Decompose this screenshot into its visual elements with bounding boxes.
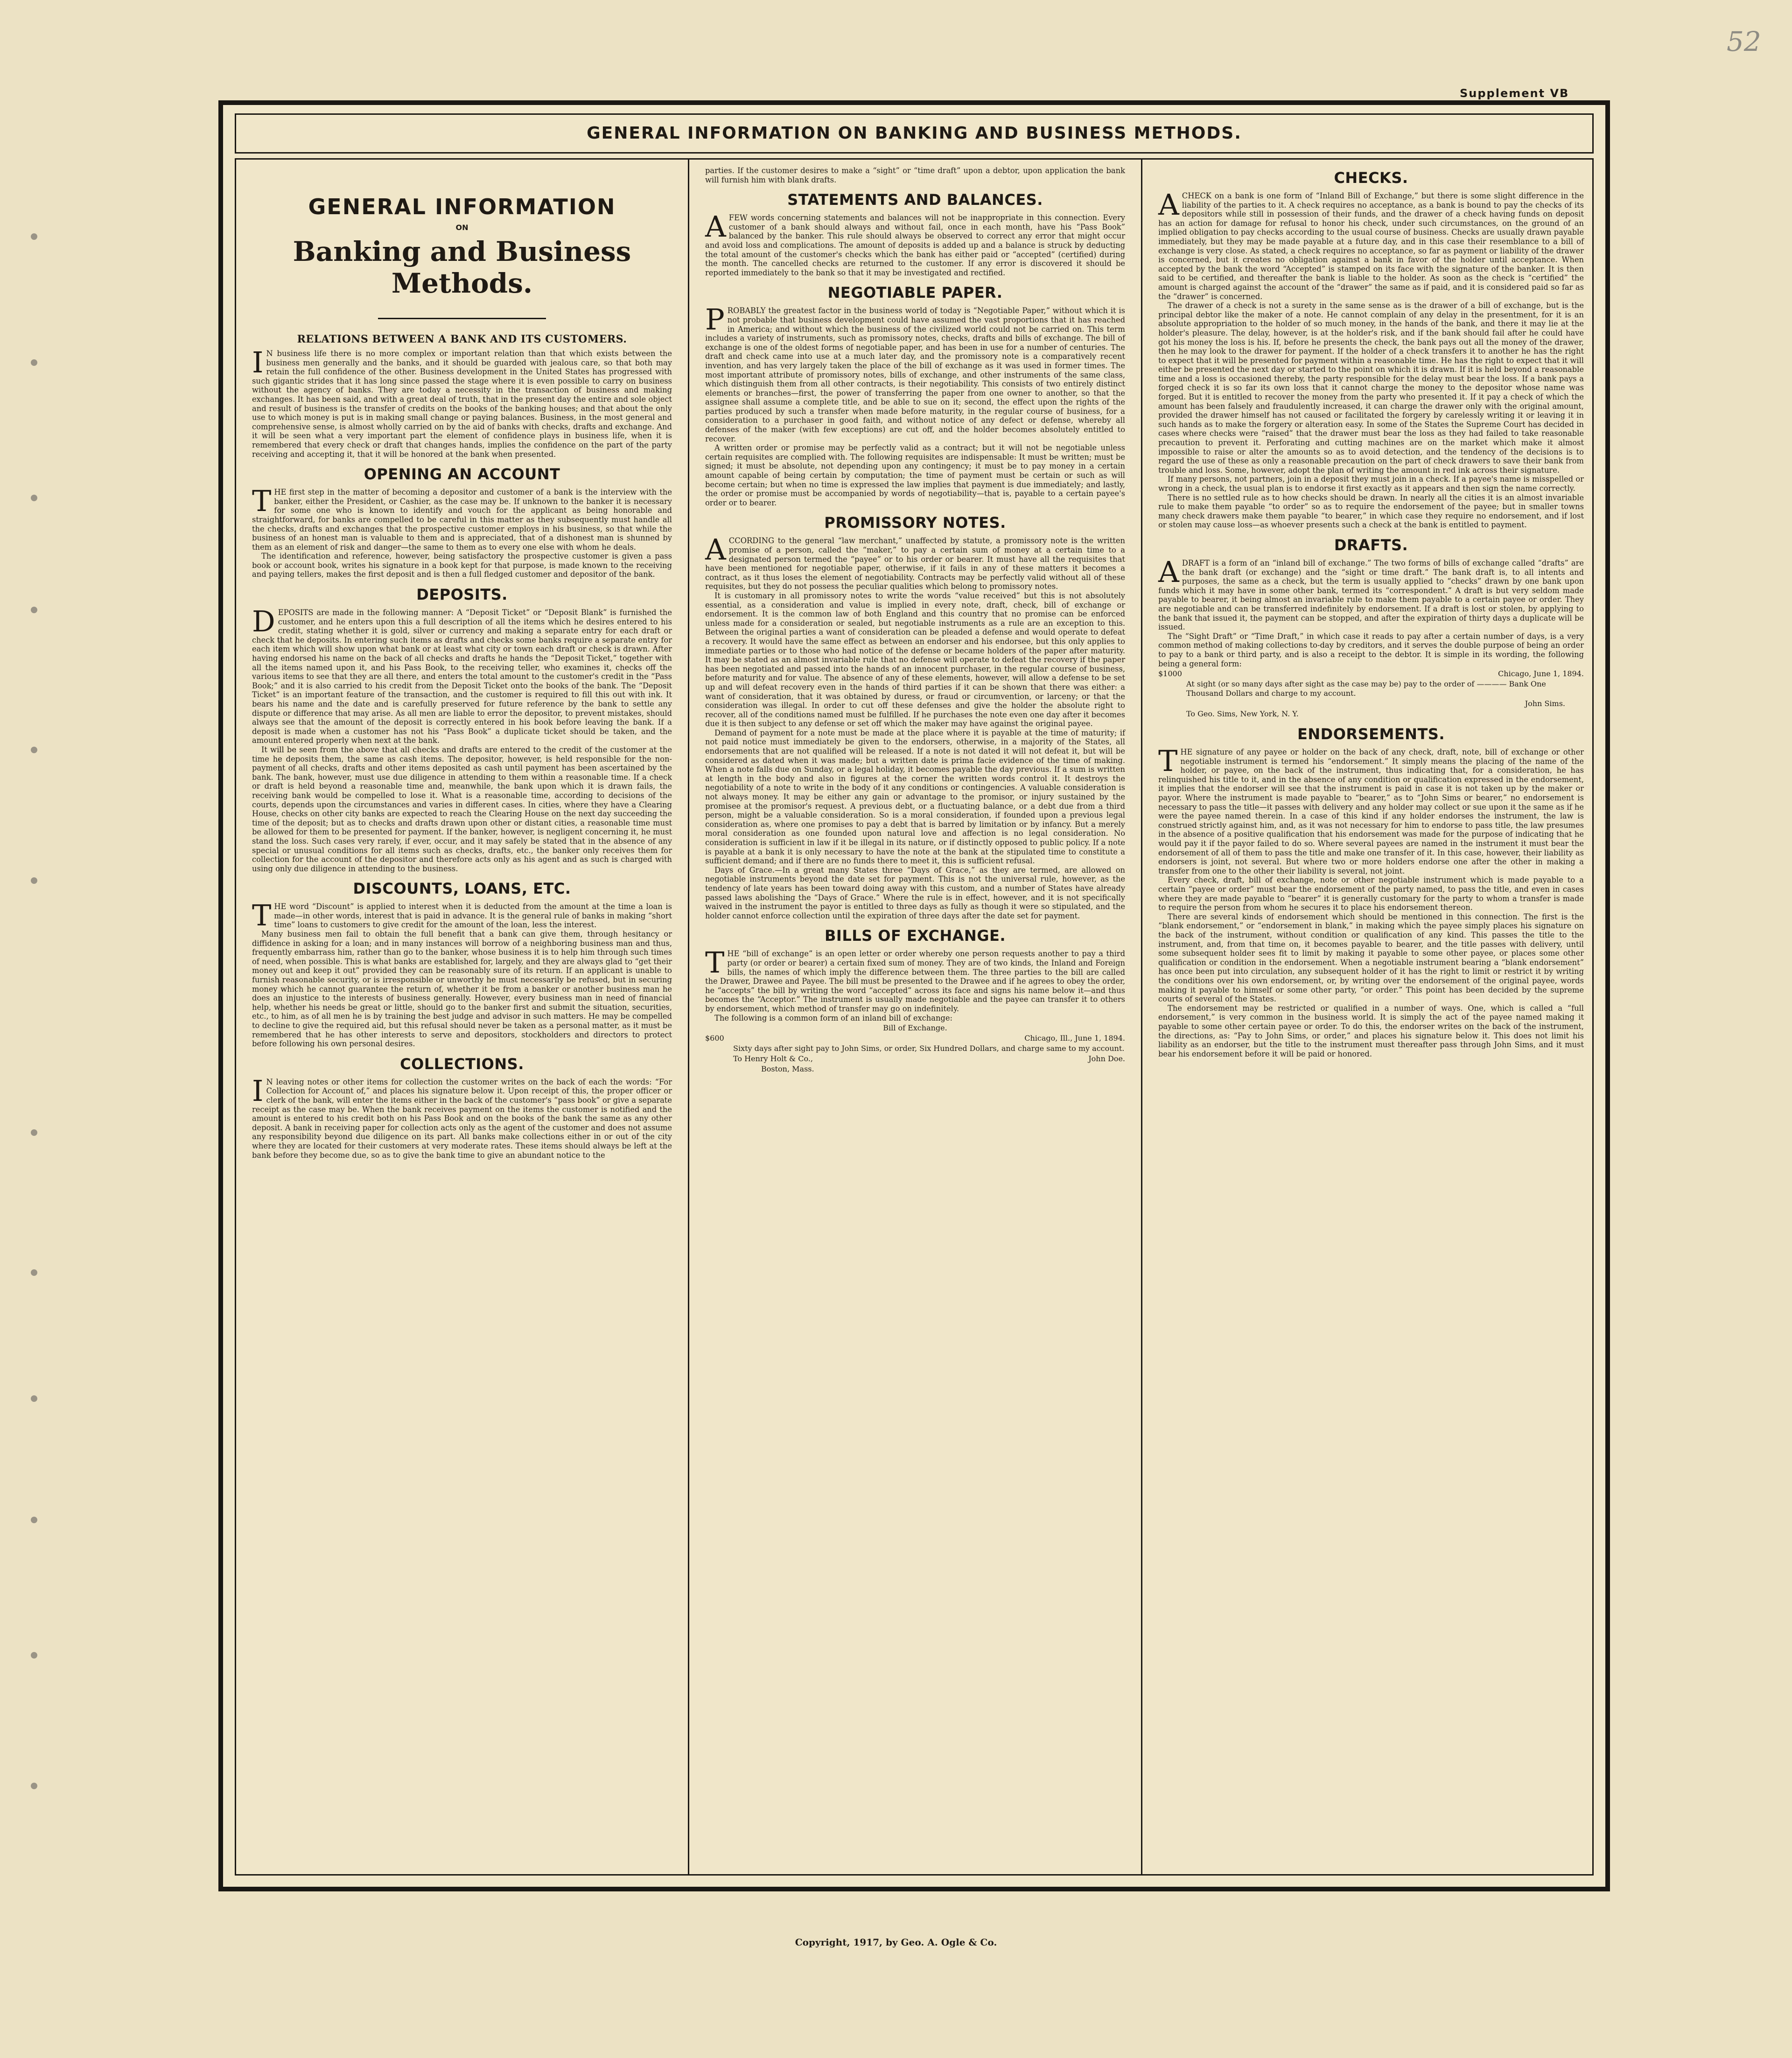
document-frame [218,100,1610,1891]
page-number: 52 [1727,26,1761,57]
section-text: THE “bill of exchange” is an open letter or order whereby one person requests another to pay a third party (or order or bearer) a certain fixed sum of money. They are of two kinds, the Inland and Foreign bills, the names of which imply the difference between them. The three parties to the bill are called the Drawer, Drawee and Payee. The bill must be presented to the Drawee and if he agrees to obey the order, he “accepts” the bill by writing the word “accepted” across its face and signs his name below it—and thus becomes the “Acceptor.” The instrument is usually made negotiable and the payee can transfer it to others by endorsement, which method of transfer may go on indefinitely. [705,945,1125,1013]
section-text: PROBABLY the greatest factor in the business world of today is “Negotiable Paper,” without which it is not probable that business development could have assumed the vast proportions that it has reached in America; and without which the business of the civilized world could not be carried on. This term includes a variety of instruments, such as promissory notes, checks, drafts and bills of exchange. The bill of exchange is one of the oldest forms of negotiable paper, and has been in use for a number of centuries. The draft and check came into use at a much later day, and the promissory note is a comparatively recent invention, and has very largely taken the place of the bill of exchange as it was used in former times. The most important attribute of promissory notes, bills of exchange, and other instruments of the same class, which distinguish them from all other contracts, is their negotiability. This consists of two entirely distinct elements or branches—first, the power of transferring the paper from one owner to another, so that the assignee shall assume a complete title, and be able to sue on it; second, the effect upon the rights of the parties produced by such a transfer when made before maturity, in the regular course of business, for a consideration to a purchaser in good faith, and without notice of any defect or defense, whereby all defenses of the maker (with few exceptions) are cut off, and the holder becomes absolutely entitled to recover. [705,302,1125,443]
binding-hole [31,877,37,884]
section-heading-drafts: DRAFTS. [1334,536,1408,554]
section-text: The endorsement may be restricted or qualified in a number of ways. One, which is called a “full endorsement,” is very common in the business world. It is simply the act of the payee named making it payable to some other certain payee or order. To do this, the endorser writes on the back of the instrument, the directions, as: “Pay to John Sims, or order,” and places his signature below it. This does not limit his liability as an endorser, but the title to the instrument must thereafter pass through John Sims, and it must bear his endorsement before it will be paid or honored. [1158,1003,1584,1058]
form-addressee: To Geo. Sims, New York, N. Y. [1186,709,1299,719]
section-text: I N business life there is no more complex or important relation than that which exists between the business men generally and the banks, and it should be guarded with jealous care, so that both may retain the full confidence of the other. Business development in the United States has progressed with such gigantic strides that it has long since passed the stage where it is even possible to carry on business without the agency of banks. They are today a necessity in the transaction of business and making exchanges. It has been said, and with a great deal of truth, that in the present day the entire and sole object and result of business is the transfer of credits on the books of the banking houses; and that about the only use to which money is put is in making small change or paying balances. Business, in the most general and comprehensive sense, is almost wholly carried on by the aid of banks with checks, drafts and exchange. And it will be seen what a very important part the element of confidence plays in business life, when it is remembered that every check or draft that changes hands, implies the confidence on the part of the party receiving and accepting it, that it will be honored at the bank when presented. [252,345,672,459]
section-text: It is customary in all promissory notes to write the words “value received” but this is not absolutely essential, as a consideration and value is implied in every note, draft, check, bill of exchange or endorsement. It is the common law of both England and this country that no promise can be enforced unless made for a consideration or sealed, but negotiable instruments as a rule are an exception to this. Between the original parties a want of consideration can be pleaded a defense and would operate to defeat a recovery. It would have the same effect as between an endorser and his endorsee, but this only applies to immediate parties or to those who had notice of the defense or became holders of the paper after maturity. It may be stated as an almost invariable rule that no defense will operate to defeat the recovery if the paper has been negotiated and passed into the hands of an innocent purchaser, in the regular course of business, before maturity and for value. The absence of any of these elements, however, will allow a defense to be set up and will defeat recovery even in the hands of third parties if it can be shown that there was either: a want of consideration, that it was obtained by duress, or fraud or circumvention, or larceny; or that the consideration was illegal. In order to cut off these defenses and give the holder the absolute right to recover, all of the conditions named must be fulfilled. If he purchases the note even one day after it becomes due it is then subject to any defense or set off which the maker may have against the original payee. [705,591,1125,728]
form-body: At sight (or so many days after sight as the case may be) pay to the order of ———— Bank One Thousand Dollars and charge to my account. [1186,679,1546,698]
drop-cap: P [705,302,725,337]
section-text: The drawer of a check is not a surety in the same sense as is the drawer of a bill of exchange, but is the principal debtor like the maker of a note. He cannot complain of any delay in the presentment, for it is an absolute appropriation to the holder of so much money, in the hands of the bank, and there it may lie at the holder's pleasure. The delay, however, is at the holder's risk, and if the bank should fail after he could have got his money the loss is his. If, before he presents the check, the bank pays out all the money of the drawer, then he may look to the drawer for payment. If the holder of a check transfers it to another he has the right to expect that it will be presented for payment within a reasonable time. He has the right to expect that it will either be presented the next day or started to the point on which it is drawn. If it is held beyond a reasonable time and a loss is occasioned thereby, the party responsible for the delay must bear the loss. If a bank pays a forged check it is so far its own loss that it cannot charge the money to the depositor whose name was forged. But it is entitled to recover the money from the party who presented it. If it pay a check of which the amount has been falsely and fraudulently increased, it can charge the drawer only with the original amount, provided the drawer himself has not caused or facilitated the forgery by carelessly writing it or leaving it in such hands as to make the forgery or alteration easy. In some of the States the Supreme Court has decided in cases where checks were “raised” that the drawer must bear the loss as they had failed to take reasonable precaution to prevent it. Perforating and cutting machines are on the market which make it almost impossible to raise or alter the amounts so as to avoid detection, and the tendency of the decisions is to regard the use of these as only a reasonable precaution on the part of check drawers to save their bank from trouble and loss. Some, however, adopt the plan of writing the amount in red ink across their signature. [1158,301,1584,475]
form-city: Boston, Mass. [761,1064,814,1074]
section-text: Days of Grace.—In a great many States three “Days of Grace,” as they are termed, are allowed on negotiable instruments beyond the date set for payment. This is not the universal rule, however, as the tendency of late years has been toward doing away with this custom, and a number of States have already passed laws abolishing the “Days of Grace.” Where the rule is in effect, however, and it is not specifically waived in the instrument the payor is entitled to three days as fully as though it were so stipulated, and the holder cannot enforce collection until the expiration of three days after the date set for payment. [705,865,1125,920]
form-addressee: To Henry Holt & Co., [733,1054,813,1064]
title-block [252,166,672,319]
section-text: parties. If the customer desires to make a “sight” or “time draft” upon a debtor, upon application the bank will furnish him with blank drafts. [705,166,1125,184]
section-text: ADRAFT is a form of an “inland bill of exchange.” The two forms of bills of exchange called “drafts” are the bank draft (or exchange) and the “sight or time draft.” The bank draft is, to all intents and purposes, the same as a check, but the term is usually applied to “checks” drawn by one bank upon funds which it may have in some other bank, termed its “correspondent.” A draft is but very seldom made payable to bearer, it being almost an invariable rule to make them payable to a certain payee or order. They are negotiable and can be transferred indefinitely by endorsement. If a draft is lost or stolen, by applying to the bank that issued it, the payment can be stopped, and after the expiration of thirty days a duplicate will be issued. [1158,554,1584,632]
section-heading-promissory: PROMISSORY NOTES. [824,514,1006,532]
section-heading-endorsements: ENDORSEMENTS. [1297,725,1445,743]
section-heading-collections: COLLECTIONS. [400,1055,524,1073]
column-left [236,160,689,1874]
form-date: Chicago, June 1, 1894. [1498,669,1584,679]
section-heading-bills: BILLS OF EXCHANGE. [825,927,1006,945]
form-signature: John Sims. [1525,699,1565,708]
title-sub: Banking and Business Methods. [293,236,631,299]
binding-hole [31,1652,37,1659]
section-heading-negotiable: NEGOTIABLE PAPER. [827,284,1003,302]
drop-cap: A [705,210,726,244]
section-text: There is no settled rule as to how checks should be drawn. In nearly all the cities it is an almost invariable rule to make them payable “to order” so as to require the endorsement of the payee; but in smaller towns many check drawers make them payable “to bearer,” in which case they require no endorsement, and if lost or stolen may cause loss—as whoever presents such a check at the bank is entitled to payment. [1158,493,1584,530]
binding-hole [31,747,37,753]
section-text: A written order or promise may be perfectly valid as a contract; but it will not be negotiable unless certain requisites are complied with. The following requisites are indispensable: It must be written; must be signed; it must be absolute, not depending upon any contingency; it must be to pay money in a certain amount capable of being certain by computation; the time of payment must be certain or such as will become certain; but when no time is expressed the law implies that payment is due immediately; and lastly, the order or promise must be accompanied by words of negotiability—that is, payable to a certain payee's order or to bearer. [705,443,1125,507]
form-header [1158,669,1584,679]
form-footer [705,1054,1125,1064]
binding-holes [24,0,43,2058]
drop-cap: T [1158,744,1178,778]
supplement-label: Supplement VB [1460,87,1569,100]
section-heading-opening: OPENING AN ACCOUNT [364,465,560,483]
form-body: Sixty days after sight pay to John Sims, or order, Six Hundred Dollars, and charge same to my account. [733,1044,1125,1053]
drop-cap: T [252,898,272,933]
form-amount: $600 [705,1034,724,1043]
form-date: Chicago, Ill., June 1, 1894. [1024,1034,1125,1043]
form-signature: John Doe. [1088,1054,1125,1064]
section-text: ACCORDING to the general “law merchant,” unaffected by statute, a promissory note is the written promise of a person, called the “maker,” to pay a certain sum of money at a certain time to a designated person termed the “payee” or to his order or bearer. It must have all the requisites that have been mentioned for negotiable paper, otherwise, if it fails in any of these matters it becomes a contract, as it thus loses the element of negotiability. Contracts may be perfectly valid without all of these requisites, but they do not possess the peculiar qualities which belong to promissory notes. [705,532,1125,591]
section-text: If many persons, not partners, join in a deposit they must join in a check. If a payee's name is misspelled or wrong in a check, the usual plan is to endorse it first exactly as it appears and then sign the name correctly. [1158,475,1584,493]
section-text: THE first step in the matter of becoming a depositor and customer of a bank is the interview with the banker, either the President, or Cashier, as the case may be. If unknown to the banker it is necessary for some one who is known to identify and vouch for the applicant as being honorable and straightforward, for banks are compelled to be careful in this matter as they subsequently must handle all the checks, drafts and exchanges that the prospective customer employs in his business, so that while the business of an honest man is valuable to them and is appreciated, that of a dishonest man is shunned by them as an element of risk and danger—the same to them as to every one else with whom he deals. [252,484,672,552]
title-main: GENERAL INFORMATION [308,194,616,219]
binding-hole [31,495,37,501]
drop-cap: D [252,604,275,639]
title-on: ON [455,223,469,232]
section-text: Many business men fail to obtain the full benefit that a bank can give them, through hesitancy or diffidence in asking for a loan; and in many instances will borrow of a neighboring business man and thus, frequently embarrass him, rather than go to the banker, whose business it is to help him through such times of need, when possible. This is what banks are established for, largely, and they are always glad to “get their money out and keep it out” provided they can be reasonably sure of its return. If an applicant is unable to furnish reasonable security, or is irresponsible or unworthy he must necessarily be refused, but in securing money which he cannot guarantee the return of, whether it be from a banker or another business man he does an injustice to the interests of business generally. However, every business man in need of financial help, whether his needs be great or little, should go to the banker first and submit the situation, securities, etc., to him, as of all men he is by training the best judge and advisor in such matters. He may be compelled to decline to give the required aid, but this refusal should never be taken as a personal matter, as it must be remembered that he has other interests to serve and depositors, stockholders and directors to protect before following his own personal desires. [252,930,672,1049]
drop-cap: A [1158,554,1179,589]
section-text: The following is a common form of an inland bill of exchange: [714,1013,952,1022]
section-text: DEPOSITS are made in the following manner: A “Deposit Ticket” or “Deposit Blank” is furnished the customer, and he enters upon this a full description of all the items which he desires entered to his credit, stating whether it is gold, silver or currency and making a separate entry for each draft or check that he deposits. In entering such items as drafts and checks some banks require a separate entry for each item which will show upon what bank or at least what city or town each draft or check is drawn. After having endorsed his name on the back of all checks and drafts he hands the “Deposit Ticket,” together with all the items named upon it, and his Pass Book, to the receiving teller, who examines it, checks off the various items to see that they are all there, and enters the total amount to the customer's credit in the “Pass Book;” and it is also carried to his credit from the Deposit Ticket onto the books of the bank. The “Deposit Ticket” is an important feature of the transaction, and the customer is required to fill this out with ink. It bears his name and the date and is carefully preserved for future reference by the bank to settle any dispute or difference that may arise. As all men are liable to error the depositor, to prevent mistakes, should always see that the amount of the deposit is correctly entered in his book before leaving the bank. If a deposit is made when a customer has not his “Pass Book” a duplicate ticket should be taken, and the amount entered properly when next at the bank. [252,604,672,745]
columns-container [235,158,1594,1876]
binding-hole [31,1269,37,1276]
section-text: The identification and reference, however, being satisfactory the prospective customer is given a pass book or account book, writes his signature in a book kept for that purpose, is made known to the receiving and paying tellers, makes the first deposit and is then a full fledged customer and depositor of the bank. [252,552,672,579]
section-text: ACHECK on a bank is one form of “Inland Bill of Exchange,” but there is some slight difference in the liability of the parties to it. A check requires no acceptance, as a bank is bound to pay the checks of its depositors while still in possession of their funds, and the drawer of a check having funds on deposit has an action for damage for refusal to honor his check, under such circumstances, on the ground of an implied obligation to pay checks according to the usual course of business. Checks are usually drawn payable immediately, but they may be made payable at a future day, and in this case their resemblance to a bill of exchange is very close. As stated, a check requires no acceptance, so far as payment or liability of the drawer is concerned, but it creates no obligation against a bank in favor of the holder until acceptance. When accepted by the bank the word “Accepted” is stamped on its face with the signature of the banker. It is then said to be certified, and thereafter the bank is liable to the holder. As soon as the check is “certified” the amount is charged against the account of the “drawer” the same as if paid, and it is considered paid so far as the “drawer” is concerned. [1158,188,1584,301]
binding-hole [31,359,37,366]
drop-cap: T [252,484,272,518]
column-right [1142,160,1600,1874]
section-heading-discounts: DISCOUNTS, LOANS, ETC. [353,880,571,898]
drop-cap: A [1158,188,1179,222]
section-heading-relations: RELATIONS BETWEEN A BANK AND ITS CUSTOMERS. [297,333,627,345]
section-text: Demand of payment for a note must be made at the place where it is payable at the time of maturity; if not paid notice must immediately be given to the endorsers, otherwise, in a majority of the States, all endorsements that are not qualified will be released. If a note is not dated it will not defeat it, but will be considered as dated when it was made; but a written date is prima facie evidence of the time of making. When a note falls due on Sunday, or a legal holiday, it becomes payable the day previous. If a sum is written at length in the body and also in figures at the corner the written words control it. It destroys the negotiability of a note to write in the body of it any conditions or contingencies. A valuable consideration is not always money. It may be either any gain or advantage to the promisor, or injury sustained by the promisee at the promisor's request. A previous debt, or a fluctuating balance, or a debt due from a third person, might be a valuable consideration. So is a moral consideration, if founded upon a previous legal consideration as, where one promises to pay a debt that is barred by limitation or by infancy. But a merely moral consideration as one founded upon natural love and affection is no legal consideration. No consideration is sufficient in law if it be illegal in its nature, or if distinctly opposed to public policy. If a note is payable at a bank it is only necessary to have the note at the bank at the stipulated time to constitute a sufficient demand; and if there are no funds there to meet it, this is sufficient refusal. [705,728,1125,866]
binding-hole [31,1129,37,1136]
section-text: I N leaving notes or other items for collection the customer writes on the back of each the words: “For Collection for Account of,” and places his signature below it. Upon receipt of this, the proper officer or clerk of the bank, will enter the items either in the back of the customer's “pass book” or give a separate receipt as the case may be. When the bank receives payment on the items the customer is notified and the amount is entered to his credit both on his Pass Book and on the books of the bank the same as any other deposit. A bank in receiving paper for collection acts only as the agent of the customer and does not assume any responsibility beyond due diligence on its part. All banks make collections either in or out of the city where they are located for their customers at very moderate rates. These items should always be left at the bank before they become due, so as to give the bank time to give an abundant notice to the [252,1073,672,1160]
drop-cap: I [252,1073,264,1108]
form-title: Bill of Exchange. [883,1023,947,1033]
section-text: It will be seen from the above that all checks and drafts are entered to the credit of the customer at the time he deposits them, the same as cash items. The depositor, however, is held responsible for the non-payment of all checks, drafts and other items deposited as cash until payment has been ascertained by the bank. The bank, however, must use due diligence in attending to them within a reasonable time. If a check or draft is held beyond a reasonable time and, meanwhile, the bank upon which it is drawn fails, the receiving bank would be compelled to lose it. What is a reasonable time, according to decisions of the courts, depends upon the circumstances and varies in different cases. In cities, where they have a Clearing House, checks on other city banks are expected to reach the Clearing House on the next day succeeding the time of the deposit; but as to checks and drafts drawn upon other or distant cities, a reasonable time must be allowed for them to be presented for payment. If the banker, however, is negligent concerning it, he must stand the loss. Such cases very rarely, if ever, occur, and it may safely be stated that in the absence of any special or unusual conditions for all items such as checks, drafts, etc., the banker only receives them for collection for the account of the depositor and therefore acts only as his agent and as such is charged with using only due diligence in attending to the business. [252,745,672,873]
binding-hole [31,1517,37,1523]
section-text: Every check, draft, bill of exchange, note or other negotiable instrument which is made payable to a certain “payee or order” must bear the endorsement of the party named, to pass the title, and even in cases where they are made payable to “bearer” it is generally customary for the party to whom a transfer is made to require the person from whom he secures it to place his endorsement thereon. [1158,875,1584,912]
banner-title: GENERAL INFORMATION ON BANKING AND BUSINESS METHODS. [235,113,1594,154]
binding-hole [31,233,37,240]
drop-cap: A [705,532,726,567]
section-text: THE signature of any payee or holder on the back of any check, draft, note, bill of exchange or other negotiable instrument is termed his “endorsement.” It simply means the placing of the name of the holder, or payee, on the back of the instrument, thus indicating that, for a consideration, he has relinquished his title to it, and in the absence of any condition or qualification expressed in the endorsement, it implies that the endorser will see that the instrument is paid in case it is not taken up by the maker or payor. Where the instrument is made payable to “bearer,” as to “John Sims or bearer,” no endorsement is necessary to pass the title—it passes with delivery and any holder may collect or sue upon it the same as if he were the payee named therein. In a case of this kind if any holder endorses the instrument, the law is construed strictly against him, and, as it was not necessary for him to endorse to pass title, the law presumes in the absence of a positive qualification that his endorsement was made for the purpose of indicating that he would pay it if the payor failed to do so. Where several payees are named in the instrument it must bear the endorsement of all of them to pass the title and make one transfer of it. In this case, however, their liability as endorsers is joint, not several. But where two or more holders endorse one after the other in making a transfer from one to the other their liability is several, not joint. [1158,744,1584,875]
drop-cap: I [252,345,264,379]
section-text: THE word “Discount” is applied to interest when it is deducted from the amount at the time a loan is made—in other words, interest that is paid in advance. It is the general rule of banks in making “short time” loans to customers to give credit for the amount of the loan, less the interest. [252,898,672,933]
section-heading-deposits: DEPOSITS. [416,586,508,604]
column-middle [689,160,1142,1874]
section-text: AFEW words concerning statements and balances will not be inappropriate in this connection. Every customer of a bank should always and without fail, once in each month, have his “Pass Book” balanced by the banker. This rule should always be observed to correct any error that might occur and avoid loss and complications. The amount of deposits is added up and a balance is struck by deducting the total amount of the customer's checks which the bank has either paid or “accepted” (certified) during the month. The cancelled checks are returned to the customer. If any error is discovered it should be reported immediately to the bank so that it may be investigated and rectified. [705,210,1125,277]
copyright-line: Copyright, 1917, by Geo. A. Ogle & Co. [795,1937,997,1948]
binding-hole [31,1395,37,1402]
binding-hole [31,607,37,613]
section-heading-checks: CHECKS. [1334,169,1408,187]
section-text: The “Sight Draft” or “Time Draft,” in which case it reads to pay after a certain number of days, is a very common method of making collections to-day by creditors, and it serves the double purpose of being an order to pay to a bank or third party, and is also a receipt to the debtor. It is simple in its wording, the following being a general form: [1158,631,1584,668]
section-text: There are several kinds of endorsement which should be mentioned in this connection. The first is the “blank endorsement,” or “endorsement in blank,” in making which the payee simply places his signature on the back of the instrument, without condition or qualification of any kind. This passes the title to the instrument, and, from that time on, it becomes payable to bearer, and the title passes with delivery, until some subsequent holder sees fit to limit by making it payable to some other payee, or places some other qualification or condition in the endorsement. When a negotiable instrument bearing a “blank endorsement” has once been put into circulation, any subsequent holder of it has the right to limit or restrict it by writing the conditions over his own endorsement, or, by writing over the endorsement of the original payee, words making it payable to himself or some other party, “or order.” This point has been decided by the supreme courts of several of the States. [1158,912,1584,1004]
form-header [705,1034,1125,1043]
title-rule [378,318,546,319]
section-heading-statements: STATEMENTS AND BALANCES. [787,191,1043,209]
form-amount: $1000 [1158,669,1182,679]
binding-hole [31,1783,37,1789]
drop-cap: T [705,945,725,980]
